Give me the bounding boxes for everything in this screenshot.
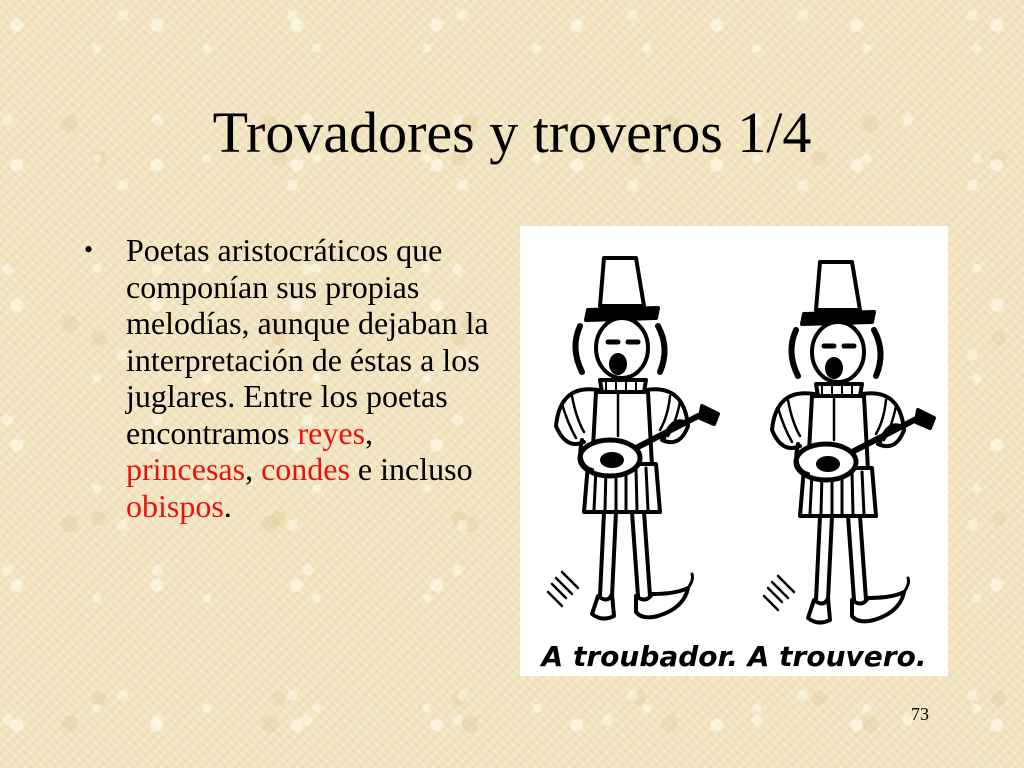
highlight-condes: condes <box>261 451 350 487</box>
bullet-list <box>84 232 504 524</box>
bullet-text-period: . <box>223 487 232 524</box>
bullet-text <box>126 232 504 524</box>
highlight-princesas: princesas <box>126 451 246 487</box>
bullet-text-e-incluso: e incluso <box>349 451 473 487</box>
troubador-figure <box>548 258 718 619</box>
bullet-text-comma-2: , <box>245 451 262 487</box>
bullet-text-comma-1: , <box>365 414 374 451</box>
figure-caption: A troubador. A trouvero. <box>541 640 927 673</box>
troubadour-illustration <box>520 226 948 676</box>
page-number: 73 <box>911 704 929 724</box>
slide-title: Trovadores y troveros 1/4 <box>212 100 812 165</box>
highlight-reyes: reyes <box>297 414 366 451</box>
trouvero-figure <box>764 262 934 623</box>
highlight-obispos: obispos <box>126 487 224 524</box>
bullet-marker: • <box>84 235 94 264</box>
bullet-text-intro: Poetas aristocráticos que componían sus propias melodías, aunque dejaban la interpretación de éstas a los juglares. Entre los poetas encontramos <box>126 232 489 451</box>
